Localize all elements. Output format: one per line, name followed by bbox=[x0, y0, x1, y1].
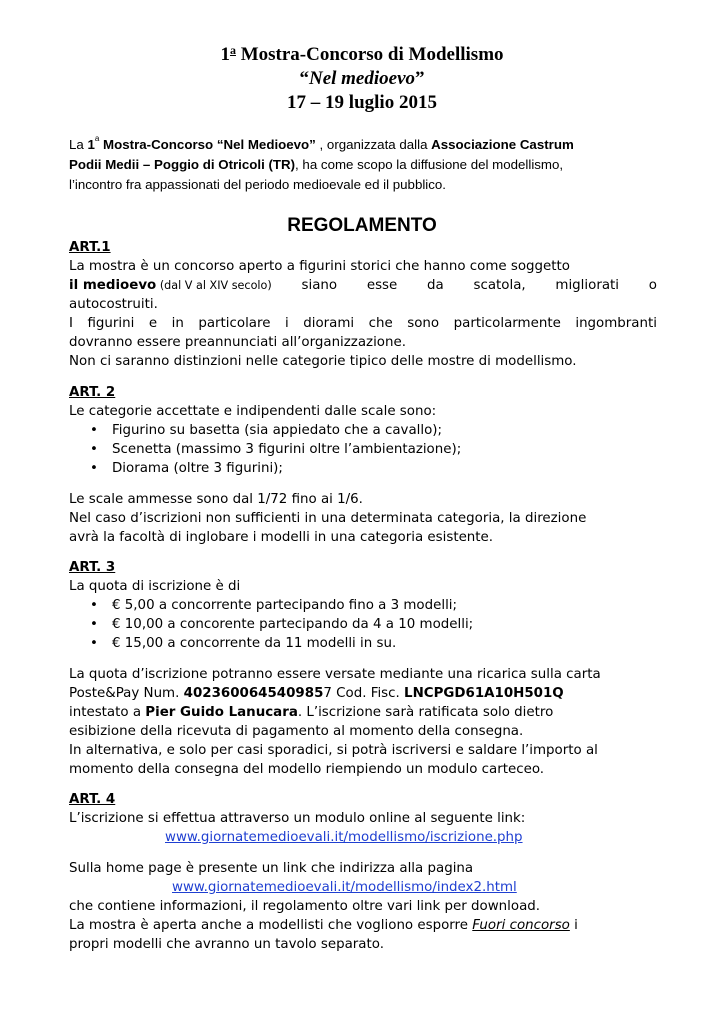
word: che bbox=[368, 316, 393, 331]
art1-line: La mostra è un concorso aperto a figurini storici che hanno come soggetto bbox=[69, 259, 570, 274]
art2-heading: ART. 2 bbox=[69, 385, 116, 400]
bullet-icon: • bbox=[90, 442, 98, 457]
title-ordinal: a bbox=[229, 43, 236, 57]
word: o bbox=[648, 278, 657, 293]
list-item bbox=[90, 615, 473, 634]
art2-line: Le scale ammesse sono dal 1/72 fino ai 1/6. bbox=[69, 492, 363, 507]
art3-line: La quota d’iscrizione potranno essere versate mediante una ricarica sulla carta bbox=[69, 667, 601, 682]
category-item: Diorama (oltre 3 figurini); bbox=[112, 461, 283, 476]
art3-text: . L’iscrizione sarà ratificata solo dietro bbox=[297, 705, 554, 720]
list-item bbox=[90, 634, 396, 653]
art1-line-lead bbox=[69, 276, 272, 295]
quote-close: ” bbox=[415, 68, 425, 89]
list-item bbox=[90, 459, 283, 478]
intro-event-name: Mostra-Concorso “Nel Medioevo” bbox=[99, 137, 316, 152]
fee-item: € 15,00 a concorrente da 11 modelli in su. bbox=[112, 636, 397, 651]
intro-line-2 bbox=[69, 155, 659, 175]
art1-line: autocostruiti. bbox=[69, 297, 158, 312]
art4-line: propri modelli che avranno un tavolo separato. bbox=[69, 937, 384, 952]
intro-association: Associazione Castrum bbox=[431, 137, 574, 152]
art3-line: In alternativa, e solo per casi sporadici, si potrà iscriversi e saldare l’importo al bbox=[69, 743, 598, 758]
art4-text: La mostra è aperta anche a modellisti che vogliono esporre bbox=[69, 918, 473, 933]
bullet-icon: • bbox=[90, 617, 98, 632]
art4-line: L’iscrizione si effettua attraverso un modulo online al seguente link: bbox=[69, 811, 526, 826]
art1-heading: ART.1 bbox=[69, 240, 111, 255]
art4-line: Sulla home page è presente un link che indirizza alla pagina bbox=[69, 861, 474, 876]
word: in bbox=[171, 316, 184, 331]
word: I bbox=[69, 316, 73, 331]
art3-line: momento della consegna del modello riempiendo un modulo carteceo. bbox=[69, 762, 545, 777]
word: esse bbox=[366, 278, 398, 293]
card-number: 402360064540985 bbox=[183, 686, 324, 701]
subtitle-text: Nel medioevo bbox=[308, 68, 416, 89]
art4-heading: ART. 4 bbox=[69, 792, 116, 807]
intro-line-1 bbox=[69, 135, 659, 155]
intro-text: La bbox=[69, 137, 88, 152]
word: e bbox=[148, 316, 158, 331]
intro-line-3: l’incontro fra appassionati del periodo medioevale ed il pubblico. bbox=[69, 177, 446, 192]
word: figurini bbox=[87, 316, 135, 331]
art2-line: avrà la facoltà di inglobare i modelli in una categoria esistente. bbox=[69, 530, 494, 545]
list-item bbox=[90, 596, 457, 615]
art1-line-justified bbox=[69, 276, 657, 295]
art2-intro: Le categorie accettate e indipendenti dalle scale sono: bbox=[69, 404, 437, 419]
art1-line-justified bbox=[69, 314, 657, 333]
bullet-icon: • bbox=[90, 423, 98, 438]
art1-line: Non ci saranno distinzioni nelle categorie tipico delle mostre di modellismo. bbox=[69, 354, 577, 369]
bullet-icon: • bbox=[90, 636, 98, 651]
section-heading-regolamento: REGOLAMENTO bbox=[287, 215, 437, 236]
intro-ordinal: a bbox=[94, 134, 100, 143]
word: migliorati bbox=[555, 278, 620, 293]
art4-line: che contiene informazioni, il regolamento oltre vari link per download. bbox=[69, 899, 541, 914]
event-dates: 17 – 19 luglio 2015 bbox=[287, 92, 437, 113]
word: siano bbox=[301, 278, 338, 293]
art3-line: esibizione della ricevuta di pagamento al momento della consegna. bbox=[69, 724, 524, 739]
art2-line: Nel caso d’iscrizioni non sufficienti in una determinata categoria, la direzione bbox=[69, 511, 587, 526]
fuori-concorso: Fuori concorso bbox=[472, 918, 570, 933]
art3-heading: ART. 3 bbox=[69, 560, 116, 575]
word: sono bbox=[407, 316, 440, 331]
word: i bbox=[284, 316, 289, 331]
homepage-link[interactable]: www.giornatemedioevali.it/modellismo/index2.html bbox=[172, 880, 517, 895]
quote-open: “ bbox=[299, 68, 309, 89]
word: ingombranti bbox=[575, 316, 657, 331]
tax-code: LNCPGD61A10H501Q bbox=[404, 686, 564, 701]
word: particolarmente bbox=[453, 316, 561, 331]
art4-text: i bbox=[569, 918, 578, 933]
word: da bbox=[427, 278, 444, 293]
art1-medioevo: il medioevo bbox=[69, 278, 157, 293]
holder-name: Pier Guido Lanucara bbox=[145, 705, 298, 720]
list-item bbox=[90, 421, 442, 440]
bullet-icon: • bbox=[90, 598, 98, 613]
intro-text: , ha come scopo la diffusione del modellismo, bbox=[295, 157, 564, 172]
intro-number: 1 bbox=[87, 137, 95, 152]
title-text: Mostra-Concorso di Modellismo bbox=[235, 44, 504, 65]
art3-text: 7 Cod. Fisc. bbox=[323, 686, 405, 701]
list-item bbox=[90, 440, 461, 459]
art3-line bbox=[69, 703, 657, 722]
bullet-icon: • bbox=[90, 461, 98, 476]
word: scatola, bbox=[473, 278, 526, 293]
intro-text: , organizzata dalla bbox=[315, 137, 432, 152]
word: diorami bbox=[303, 316, 355, 331]
word: particolare bbox=[198, 316, 271, 331]
art3-text: intestato a bbox=[69, 705, 146, 720]
title-number: 1 bbox=[220, 44, 230, 65]
art3-text: Poste&Pay Num. bbox=[69, 686, 184, 701]
document-subtitle bbox=[0, 67, 724, 91]
art1-century-range: (dal V al XIV secolo) bbox=[156, 279, 272, 292]
document-title bbox=[0, 43, 724, 67]
art3-line bbox=[69, 684, 657, 703]
intro-association-place: Podii Medii – Poggio di Otricoli (TR) bbox=[69, 157, 296, 172]
category-item: Scenetta (massimo 3 figurini oltre l’ambientazione); bbox=[112, 442, 462, 457]
art4-line bbox=[69, 916, 657, 935]
category-item: Figurino su basetta (sia appiedato che a cavallo); bbox=[112, 423, 443, 438]
art1-line: dovranno essere preannunciati all’organizzazione. bbox=[69, 335, 406, 350]
art3-intro: La quota di iscrizione è di bbox=[69, 579, 241, 594]
fee-item: € 10,00 a concorente partecipando da 4 a 10 modelli; bbox=[112, 617, 474, 632]
fee-item: € 5,00 a concorrente partecipando fino a 3 modelli; bbox=[112, 598, 458, 613]
registration-link[interactable]: www.giornatemedioevali.it/modellismo/iscrizione.php bbox=[165, 830, 523, 845]
